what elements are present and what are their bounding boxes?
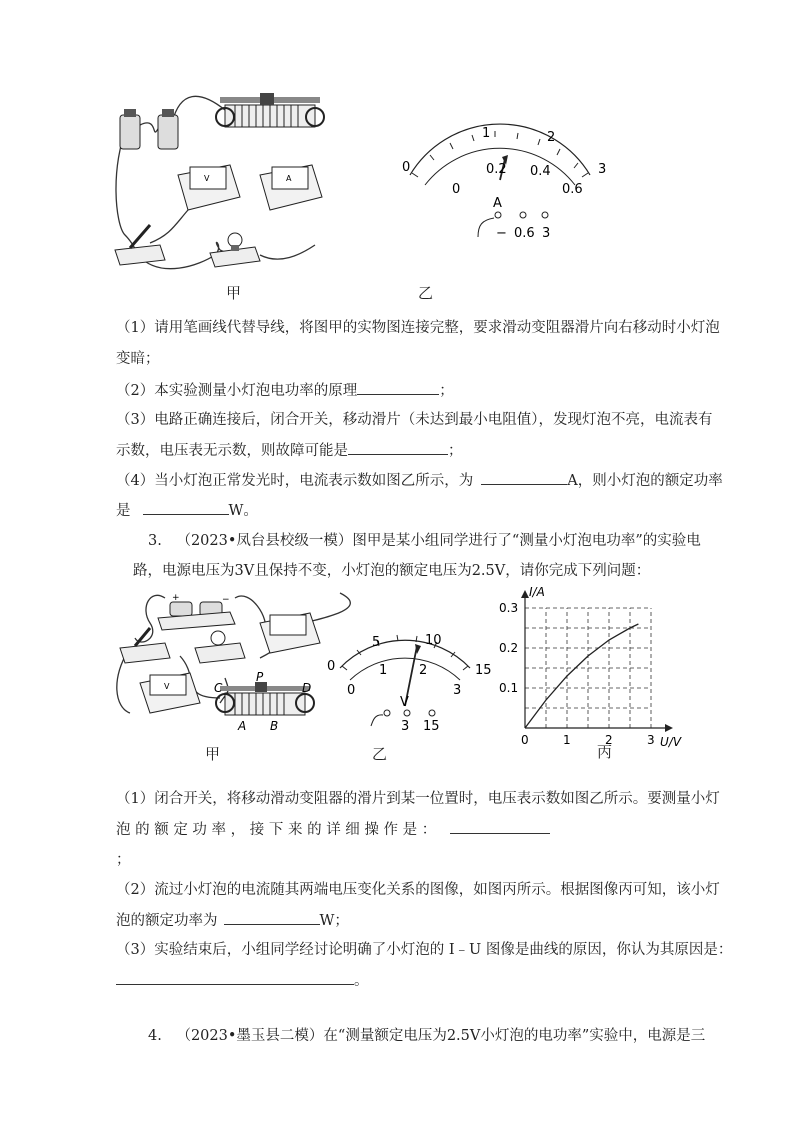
svg-text:V: V [204,174,210,183]
terminal-label: 0.6 [514,226,535,241]
dial-tick-label: 10 [425,633,442,648]
y-tick-label: 0.3 [499,601,519,615]
dial-tick-label: 2 [547,130,556,145]
q2-item3-line2 [116,440,463,461]
figure-caption-jia: 甲 [205,745,221,763]
q3-item3-line2 [116,970,369,991]
x-axis-label: U/V [660,735,682,749]
q2-item3-end: ； [448,443,463,459]
voltmeter-icon [140,673,200,713]
q2-item3-line1: （3）电路正确连接后，闭合开关，移动滑片（未达到最小电阻值），发现灯泡不亮，电流表有 [116,412,713,428]
figure-2 [110,585,700,749]
question-number: 3. [148,533,162,549]
terminal-label: − [496,226,507,241]
q2-item4-text2: A，则小灯泡的额定功率 [567,473,723,489]
figure-caption-bing: 丙 [597,743,613,761]
dial-tick-label: 0 [347,683,356,698]
answer-blank[interactable] [116,970,354,985]
x-tick-label: 0 [521,733,529,747]
q2-item4-text3: 是 [116,503,131,519]
q2-item4-text: （4）当小灯泡正常发光时，电流表示数如图乙所示，为 [116,473,474,489]
dial-tick-label: 1 [379,663,388,678]
circuit-diagram-jia-2 [110,585,700,749]
q3-item3-end: 。 [354,973,369,989]
rheostat-label-b: B [270,719,279,733]
answer-blank[interactable] [348,440,448,455]
dial-tick-label: 2 [419,663,428,678]
chart-grid [525,608,651,728]
ammeter-dial [402,124,606,241]
dial-tick-label: 0 [452,182,461,197]
rheostat-label-c: C [214,681,223,695]
q2-item2 [116,380,454,401]
voltmeter-icon [178,165,240,210]
figure-caption-yi: 乙 [372,745,388,763]
q3-item1-line3: ； [116,852,131,868]
q3-item2-line1: （2）流过小灯泡的电流随其两端电压变化关系的图像，如图丙所示。根据图像丙可知，该小灯 [116,882,720,898]
svg-text:A: A [286,174,292,183]
q3-item2-line2 [116,910,349,931]
iu-curve [525,624,638,728]
dial-tick-label: 5 [372,635,381,650]
answer-blank[interactable] [450,819,550,834]
q3-item2-text: 泡的额定功率为 [116,913,218,929]
x-tick-label: 2 [605,733,613,747]
dial-tick-label: 3 [598,162,607,177]
answer-blank[interactable] [224,910,320,925]
x-tick-label: 1 [563,733,571,747]
rheostat-label-a: A [238,719,247,733]
q3-item1-line2 [116,819,550,840]
dial-tick-label: 3 [453,683,462,698]
q3-item1-line1: （1）闭合开关，将移动滑动变阻器的滑片到某一位置时，电压表示数如图乙所示。要测量小灯 [116,791,720,807]
dial-tick-label: 0 [402,160,411,175]
lamp-icon [195,631,245,663]
y-tick-label: 0.2 [499,641,519,655]
dial-tick-label: 0.2 [486,162,507,177]
svg-text:V: V [164,682,170,691]
q2-item1-line1: （1）请用笔画线代替导线，将图甲的实物图连接完整，要求滑动变阻器滑片向右移动时小灯泡 [116,320,720,336]
terminal-label: 3 [542,226,551,241]
iu-chart [499,585,682,749]
answer-blank[interactable] [143,500,229,515]
switch-icon [120,628,170,663]
question-number: 4. [148,1028,162,1044]
q3-head-text: （2023•凤台县校级一模）图甲是某小组同学进行了“测量小灯泡电功率”的实验电 [176,533,701,549]
q4-text: （2023•墨玉县二模）在“测量额定电压为2.5V小灯泡的电功率”实验中，电源是三 [176,1028,706,1044]
lamp-icon [210,233,260,267]
battery-icon [158,593,235,630]
q3-item2-end: W； [319,913,349,929]
q2-item3-text: 示数，电压表无示数，则故障可能是 [116,443,348,459]
q2-item2-end: ； [439,383,454,399]
terminal-label: 15 [423,719,440,734]
battery-icon [120,109,178,149]
dial-tick-label: 0 [327,659,336,674]
voltmeter-dial [327,633,492,734]
q3-item1-text: 泡 的 额 定 功 率 ， 接 下 来 的 详 细 操 作 是 ： [116,822,437,838]
chart-ticks [499,601,655,747]
ammeter-icon [260,613,320,653]
dial-tick-label: 15 [475,663,492,678]
dial-tick-label: 0.6 [562,182,583,197]
dial-tick-label: 1 [482,126,491,141]
svg-text:−: − [222,595,230,605]
rheostat-label-d: D [302,681,312,695]
q4-head [148,1026,705,1046]
answer-blank[interactable] [357,380,439,395]
svg-text:+: + [172,593,180,603]
figure-caption-yi: 乙 [418,284,434,302]
y-axis-label: I/A [529,585,545,599]
q2-item1-line2: 变暗； [116,351,160,367]
figure-1 [100,85,607,300]
q3-head-line1 [148,531,701,551]
rheostat-label-p: P [256,670,264,684]
q2-item4-line1 [116,470,723,491]
answer-blank[interactable] [481,470,567,485]
y-tick-label: 0.1 [499,681,519,695]
q3-head-line2: 路，电源电压为3V且保持不变，小灯泡的额定电压为2.5V，请你完成下列问题： [133,563,651,579]
q2-item4-end: W。 [228,503,258,519]
voltmeter-symbol: V [400,695,409,710]
q2-item2-text: （2）本实验测量小灯泡电功率的原理 [116,383,358,399]
q2-item4-line2 [116,500,258,521]
ammeter-icon [260,165,322,210]
rheostat-icon [216,93,324,127]
ammeter-symbol: A [493,196,502,211]
terminal-label: 3 [401,719,410,734]
dial-tick-label: 0.4 [530,164,551,179]
q3-item3-line1: （3）实验结束后，小组同学经讨论明确了小灯泡的 I﹣U 图像是曲线的原因，你认为其原因是： [116,942,733,958]
circuit-diagram-jia [100,85,607,300]
figure-caption-jia: 甲 [226,284,242,302]
rheostat-icon [214,670,314,733]
x-tick-label: 3 [647,733,655,747]
